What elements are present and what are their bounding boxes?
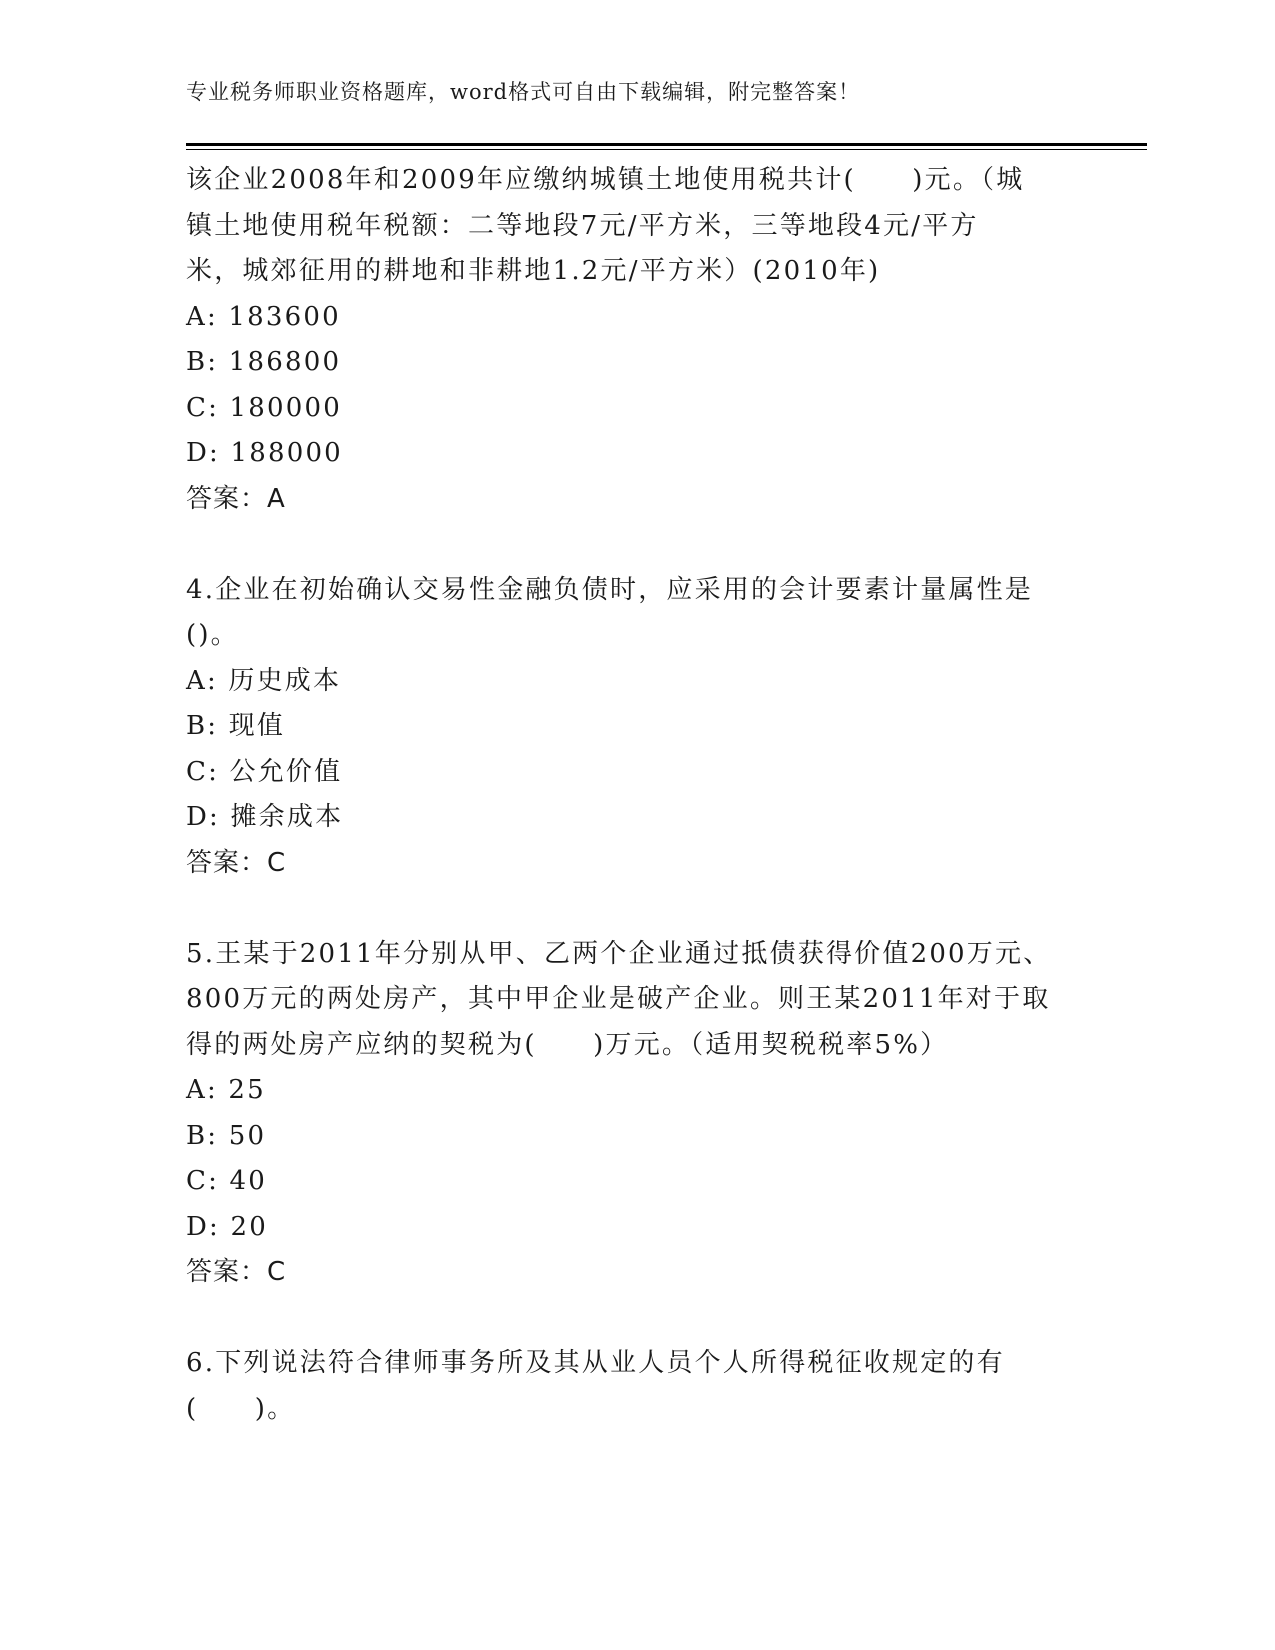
option-b: B: 186800: [186, 347, 342, 377]
question-stem: 6.下列说法符合律师事务所及其从业人员个人所得税征收规定的有: [186, 1348, 1005, 1378]
option-b: B: 50: [186, 1120, 267, 1151]
answer: 答案：C: [186, 1257, 287, 1287]
question-stem: ( )。: [186, 1393, 296, 1424]
question-stem: 该企业2008年和2009年应缴纳城镇土地使用税共计( )元。（城: [186, 165, 1025, 195]
answer: 答案：C: [186, 847, 287, 878]
question-5: [186, 932, 1086, 1296]
spacer: [186, 886, 1086, 932]
option-a: A: 25: [186, 1075, 266, 1105]
question-stem: 800万元的两处房产，其中甲企业是破产企业。则王某2011年对于取: [186, 984, 1051, 1014]
spacer: [186, 522, 1086, 568]
option-b: B: 现值: [186, 711, 286, 741]
header-rule-thin: [186, 149, 1147, 150]
option-d: D: 摊余成本: [186, 802, 344, 832]
option-d: D: 20: [186, 1211, 268, 1242]
option-c: C: 公允价值: [186, 756, 343, 787]
question-stem: 镇土地使用税年税额：二等地段7元/平方米，三等地段4元/平方: [186, 210, 979, 241]
question-stem: 4.企业在初始确认交易性金融负债时，应采用的会计要素计量属性是: [186, 574, 1034, 605]
option-a: A: 183600: [186, 301, 341, 332]
option-c: C: 40: [186, 1166, 268, 1196]
header-rule-thick: [186, 143, 1147, 146]
question-stem: 得的两处房产应纳的契税为( )万元。（适用契税税率5%）: [186, 1029, 949, 1060]
option-a: A: 历史成本: [186, 665, 342, 696]
answer: 答案：A: [186, 483, 286, 514]
question-4: [186, 568, 1086, 887]
question-stem: 5.王某于2011年分别从甲、乙两个企业通过抵债获得价值200万元、: [186, 938, 1052, 969]
question-stem: 米，城郊征用的耕地和非耕地1.2元/平方米）(2010年): [186, 256, 881, 286]
question-3: [186, 158, 1086, 522]
page-header: 专业税务师职业资格题库，word格式可自由下载编辑，附完整答案！: [186, 80, 861, 104]
question-stem: ()。: [186, 620, 239, 650]
option-d: D: 188000: [186, 438, 343, 468]
question-6: [186, 1341, 1086, 1432]
questions-content: [186, 158, 1086, 1432]
spacer: [186, 1296, 1086, 1342]
option-c: C: 180000: [186, 392, 342, 423]
